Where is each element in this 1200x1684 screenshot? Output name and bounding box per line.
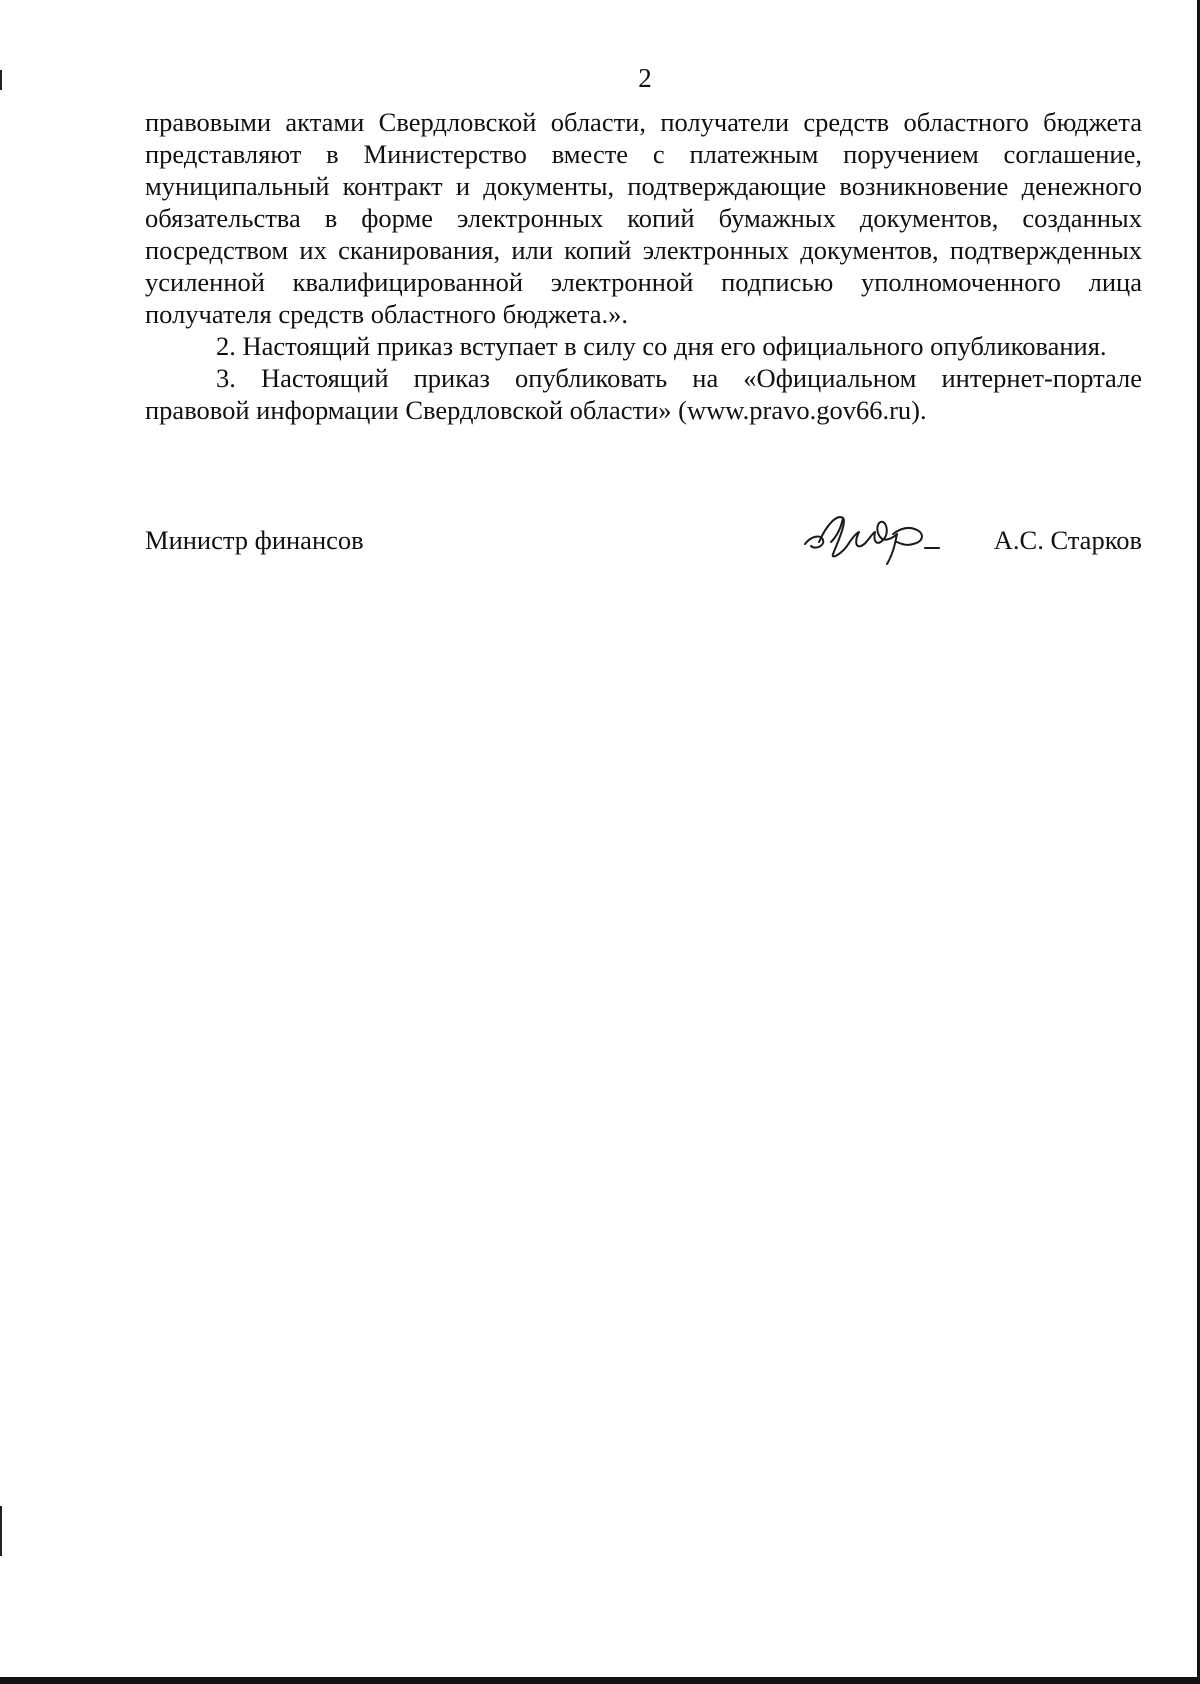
scan-edge-mark-bottom: [0, 1506, 2, 1556]
page-number: 2: [638, 63, 652, 93]
document-body: [145, 106, 1142, 426]
handwritten-signature: [797, 504, 947, 570]
signature-block: [145, 524, 1142, 564]
signatory-title: Министр финансов: [145, 525, 364, 555]
paragraph-item-3: 3. Настоящий приказ опубликовать на «Официальном интернет-портале правовой информации Свердловской области» (www.pravo.gov66.ru).: [145, 363, 1142, 425]
paragraph-continuation: правовыми актами Свердловской области, получатели средств областного бюджета представляют в Министерство вместе с платежным поручением соглашение, муниципальный контракт и документы, подтверждающие возникновение денежного обязательства в форме электронных копий бумажных документов, созданных посредством их сканирования, или копий электронных документов, подтвержденных усиленной квалифицированной электронной подписью уполномоченного лица получателя средств областного бюджета.».: [145, 107, 1142, 329]
signatory-name: А.С. Старков: [993, 525, 1142, 555]
scan-edge-bottom: [0, 1677, 1200, 1684]
paragraph-item-2: 2. Настоящий приказ вступает в силу со дня его официального опубликования.: [216, 331, 1107, 361]
